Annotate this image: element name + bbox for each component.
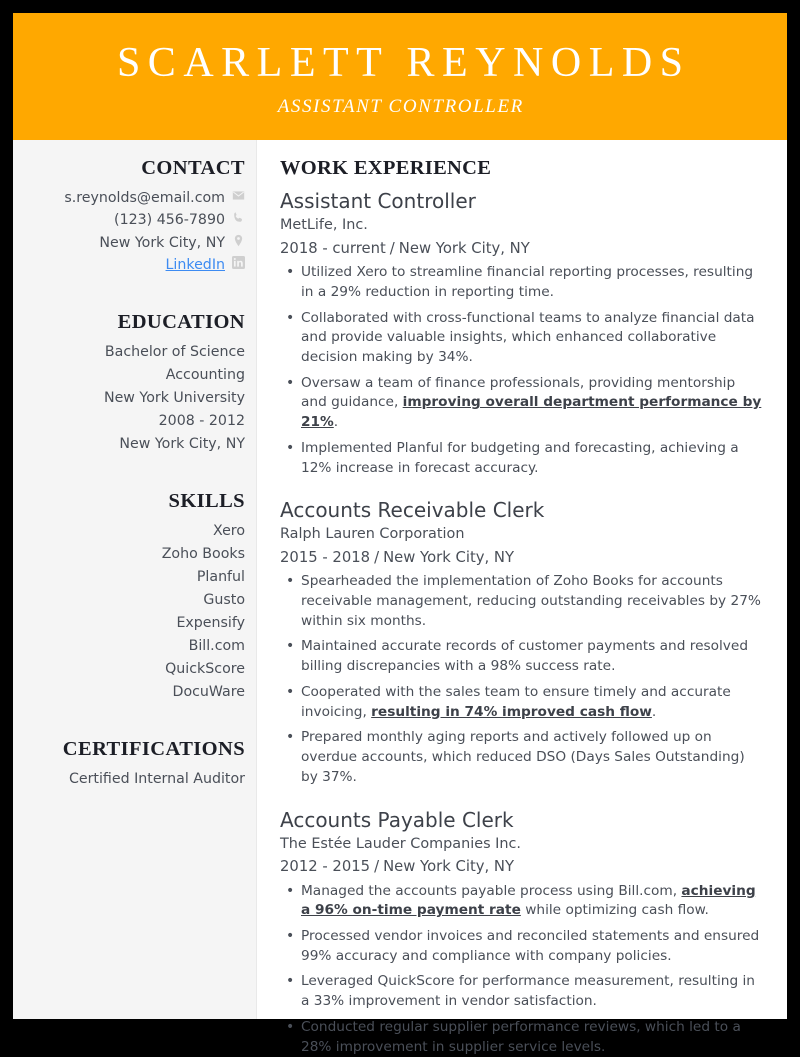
certifications-section	[25, 738, 245, 791]
certification-item: Certified Internal Auditor	[25, 768, 245, 791]
contact-text: New York City, NY	[99, 232, 225, 254]
envelope-icon	[232, 187, 245, 209]
job-meta-separator: /	[370, 858, 383, 875]
bullet-text: Collaborated with cross-functional teams to analyze financial data and provide valuable insights, which enhanced collaborative decision making by 34%.	[301, 310, 755, 365]
bullet-text: Cooperated with the sales team to ensure timely and accurate invoicing,	[301, 684, 731, 720]
skill-item: QuickScore	[25, 658, 245, 681]
contact-link[interactable]: LinkedIn	[166, 254, 225, 276]
linkedin-icon	[232, 254, 245, 276]
education-line: New York University	[25, 387, 245, 410]
location-pin-icon	[232, 232, 245, 254]
job-bullet	[280, 439, 765, 478]
job-dates: 2015 - 2018	[280, 549, 370, 566]
job-bullet-list	[280, 882, 765, 1057]
job-bullet	[280, 637, 765, 676]
bullet-highlight: achieving a 96% on-time payment rate	[301, 883, 756, 919]
job-location: New York City, NY	[383, 549, 514, 566]
resume-body	[13, 140, 787, 1019]
job-meta-separator: /	[370, 549, 383, 566]
bullet-text: while optimizing cash flow.	[521, 902, 709, 918]
skill-item: Zoho Books	[25, 543, 245, 566]
job-title: Assistant Controller	[280, 188, 765, 214]
skills-heading: SKILLS	[25, 490, 245, 513]
bullet-text: Processed vendor invoices and reconciled statements and ensured 99% accuracy and compliance with company policies.	[301, 928, 759, 964]
job-bullet	[280, 572, 765, 631]
skill-item: Expensify	[25, 612, 245, 635]
job-bullet	[280, 263, 765, 302]
education-line: New York City, NY	[25, 433, 245, 456]
job-bullet	[280, 309, 765, 368]
bullet-highlight: improving overall department performance by 21%	[301, 394, 761, 430]
bullet-text: Spearheaded the implementation of Zoho Books for accounts receivable management, reducing outstanding receivables by 27% within six months.	[301, 573, 761, 628]
skill-item: Bill.com	[25, 635, 245, 658]
job-dates: 2018 - current	[280, 240, 386, 257]
bullet-text: Leveraged QuickScore for performance measurement, resulting in a 33% improvement in vendor satisfaction.	[301, 973, 755, 1009]
bullet-text: Oversaw a team of finance professionals, providing mentorship and guidance,	[301, 375, 735, 411]
skill-item: Gusto	[25, 589, 245, 612]
skill-item: Xero	[25, 520, 245, 543]
job-bullet	[280, 972, 765, 1011]
job-meta-separator: /	[386, 240, 399, 257]
phone-icon	[232, 209, 245, 231]
job-location: New York City, NY	[383, 858, 514, 875]
job-bullet	[280, 374, 765, 433]
education-list	[25, 341, 245, 456]
sidebar	[13, 140, 257, 1019]
job-bullet	[280, 1018, 765, 1057]
skill-item: Planful	[25, 566, 245, 589]
education-section	[25, 311, 245, 456]
contact-section	[25, 157, 245, 277]
job-title: Accounts Payable Clerk	[280, 807, 765, 833]
job-company: MetLife, Inc.	[280, 215, 765, 237]
candidate-job-title: ASSISTANT CONTROLLER	[276, 96, 524, 118]
job-bullet	[280, 927, 765, 966]
certifications-list	[25, 768, 245, 791]
job-entry	[280, 807, 765, 1057]
job-bullet	[280, 683, 765, 722]
bullet-text: .	[334, 414, 338, 430]
job-bullet-list	[280, 263, 765, 478]
job-dates: 2012 - 2015	[280, 858, 370, 875]
contact-item[interactable]	[25, 254, 245, 276]
education-line: Accounting	[25, 364, 245, 387]
education-line: Bachelor of Science	[25, 341, 245, 364]
job-meta	[280, 547, 765, 568]
job-entry	[280, 497, 765, 787]
bullet-text: Maintained accurate records of customer payments and resolved billing discrepancies with a 98% success rate.	[301, 638, 748, 674]
certifications-heading: CERTIFICATIONS	[25, 738, 245, 761]
main-column	[257, 140, 787, 1019]
job-company: The Estée Lauder Companies Inc.	[280, 834, 765, 856]
bullet-text: Managed the accounts payable process using Bill.com,	[301, 883, 681, 899]
resume-header	[13, 13, 787, 140]
contact-item	[25, 232, 245, 254]
work-experience-heading: WORK EXPERIENCE	[280, 157, 765, 180]
job-bullet	[280, 728, 765, 787]
skills-list	[25, 520, 245, 704]
candidate-name: SCARLETT REYNOLDS	[109, 41, 690, 85]
bullet-text: Implemented Planful for budgeting and forecasting, achieving a 12% increase in forecast accuracy.	[301, 440, 739, 476]
contact-item	[25, 209, 245, 231]
job-entry	[280, 188, 765, 478]
bullet-highlight: resulting in 74% improved cash flow	[371, 704, 652, 720]
job-bullet-list	[280, 572, 765, 787]
bullet-text: Utilized Xero to streamline financial reporting processes, resulting in a 29% reduction in reporting time.	[301, 264, 753, 300]
resume-page	[13, 13, 787, 1019]
contact-list	[25, 187, 245, 277]
contact-item	[25, 187, 245, 209]
job-title: Accounts Receivable Clerk	[280, 497, 765, 523]
education-heading: EDUCATION	[25, 311, 245, 334]
education-line: 2008 - 2012	[25, 410, 245, 433]
skill-item: DocuWare	[25, 681, 245, 704]
skills-section	[25, 490, 245, 704]
bullet-text: Prepared monthly aging reports and actively followed up on overdue accounts, which reduced DSO (Days Sales Outstanding) by 37%.	[301, 729, 745, 784]
contact-text: s.reynolds@email.com	[64, 187, 225, 209]
job-meta	[280, 238, 765, 259]
job-location: New York City, NY	[399, 240, 530, 257]
bullet-text: .	[652, 704, 656, 720]
contact-heading: CONTACT	[25, 157, 245, 180]
job-company: Ralph Lauren Corporation	[280, 524, 765, 546]
contact-text: (123) 456-7890	[114, 209, 225, 231]
job-meta	[280, 856, 765, 877]
job-bullet	[280, 882, 765, 921]
bullet-text: Conducted regular supplier performance reviews, which led to a 28% improvement in supplier service levels.	[301, 1019, 741, 1055]
work-experience-list	[280, 188, 765, 1057]
